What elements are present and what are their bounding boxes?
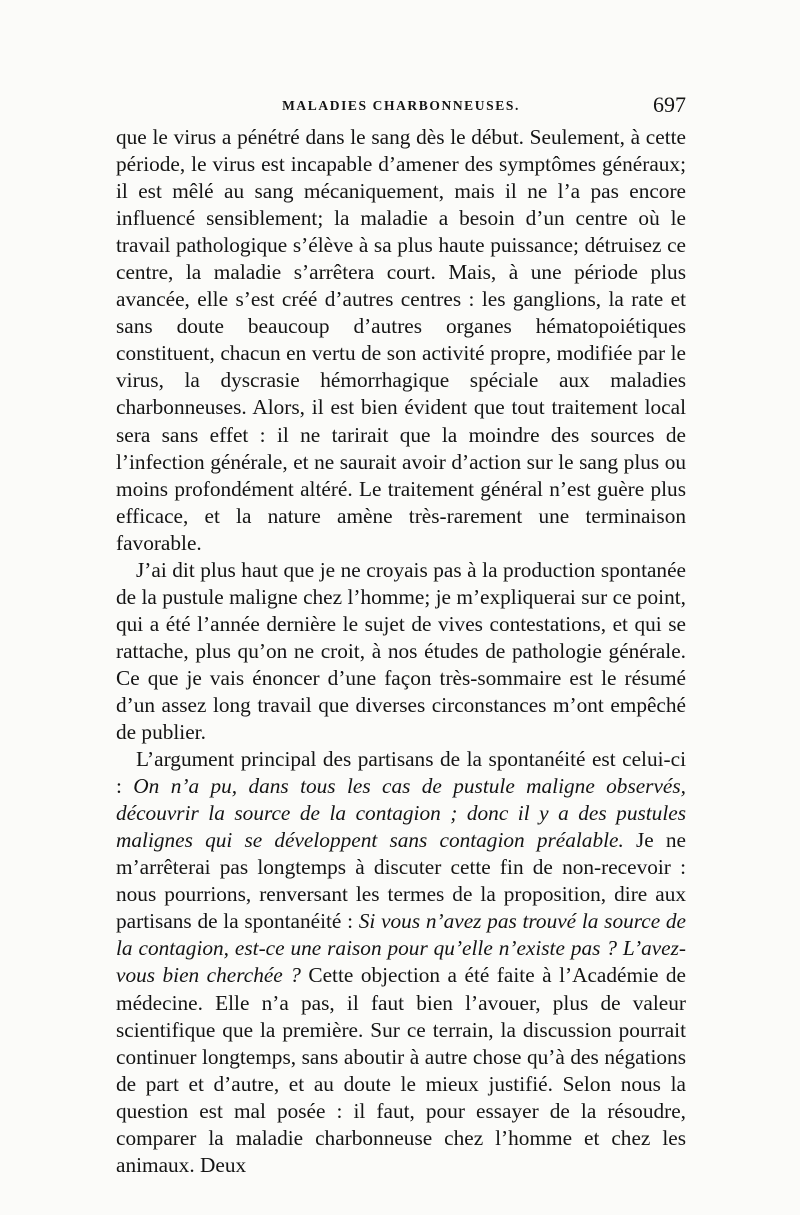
italic-quote-argument: On n’a pu, dans tous les cas de pustule maligne observés, découvrir la source de la contagion ; donc il y a des pustules malignes qui se développent sans contagion préalable. xyxy=(116,774,686,853)
paragraph-3-text-run: Je ne m’arrêterai pas longtemps à discuter cette fin de non-recevoir : nous pourrions, renversant les termes de la proposition, dire aux partisans de la spontanéité : xyxy=(116,828,686,934)
paragraph-3-text-run: L’argument principal des partisans de la spontanéité est celui-ci : xyxy=(116,747,686,799)
paragraph-3 xyxy=(116,746,686,1179)
running-header xyxy=(116,92,686,122)
running-title: MALADIES CHARBONNEUSES. xyxy=(282,98,520,113)
paragraph-2: J’ai dit plus haut que je ne croyais pas à la production spontanée de la pustule maligne chez l’homme; je m’expliquerai sur ce point, qui a été l’année dernière le sujet de vives contestations, et qui se rattache, plus qu’on ne croit, à nos études de pathologie générale. Ce que je vais énoncer d’une façon très-sommaire est le résumé d’un assez long travail que diverses circonstances m’ont empêché de publier. xyxy=(116,557,686,745)
italic-quote-rebuttal: Si vous n’avez pas trouvé la source de la contagion, est-ce une raison pour qu’elle n’existe pas ? L’avez-vous bien cherchée ? xyxy=(116,909,686,988)
paragraph-1: que le virus a pénétré dans le sang dès le début. Seulement, à cette période, le virus est incapable d’amener des symptômes généraux; il est mêlé au sang mécaniquement, mais il ne l’a pas encore influencé sensiblement; la maladie a besoin d’un centre où le travail pathologique s’élève à sa plus haute puissance; détruisez ce centre, la maladie s’arrêtera court. Mais, à une période plus avancée, elle s’est créé d’autres centres : les ganglions, la rate et sans doute beaucoup d’autres organes hématopoiétiques constituent, chacun en vertu de son activité propre, modifiée par le virus, la dyscrasie hémorrhagique spéciale aux maladies charbonneuses. Alors, il est bien évident que tout traitement local sera sans effet : il ne tarirait que la moindre des sources de l’infection générale, et ne saurait avoir d’action sur le sang plus ou moins profondément altéré. Le traitement général n’est guère plus efficace, et la nature amène très-rarement une terminaison favorable. xyxy=(116,125,686,555)
body-text xyxy=(116,124,686,1179)
page-number: 697 xyxy=(653,92,686,117)
paragraph-3-text-run: Cette objection a été faite à l’Académie de médecine. Elle n’a pas, il faut bien l’avouer, plus de valeur scientifique que la première. Sur ce terrain, la discussion pourrait continuer longtemps, sans aboutir à autre chose qu’à des négations de part et d’autre, et au doute le mieux justifié. Selon nous la question est mal posée : il faut, pour essayer de la résoudre, comparer la maladie charbonneuse chez l’homme et chez les animaux. Deux xyxy=(116,963,686,1177)
